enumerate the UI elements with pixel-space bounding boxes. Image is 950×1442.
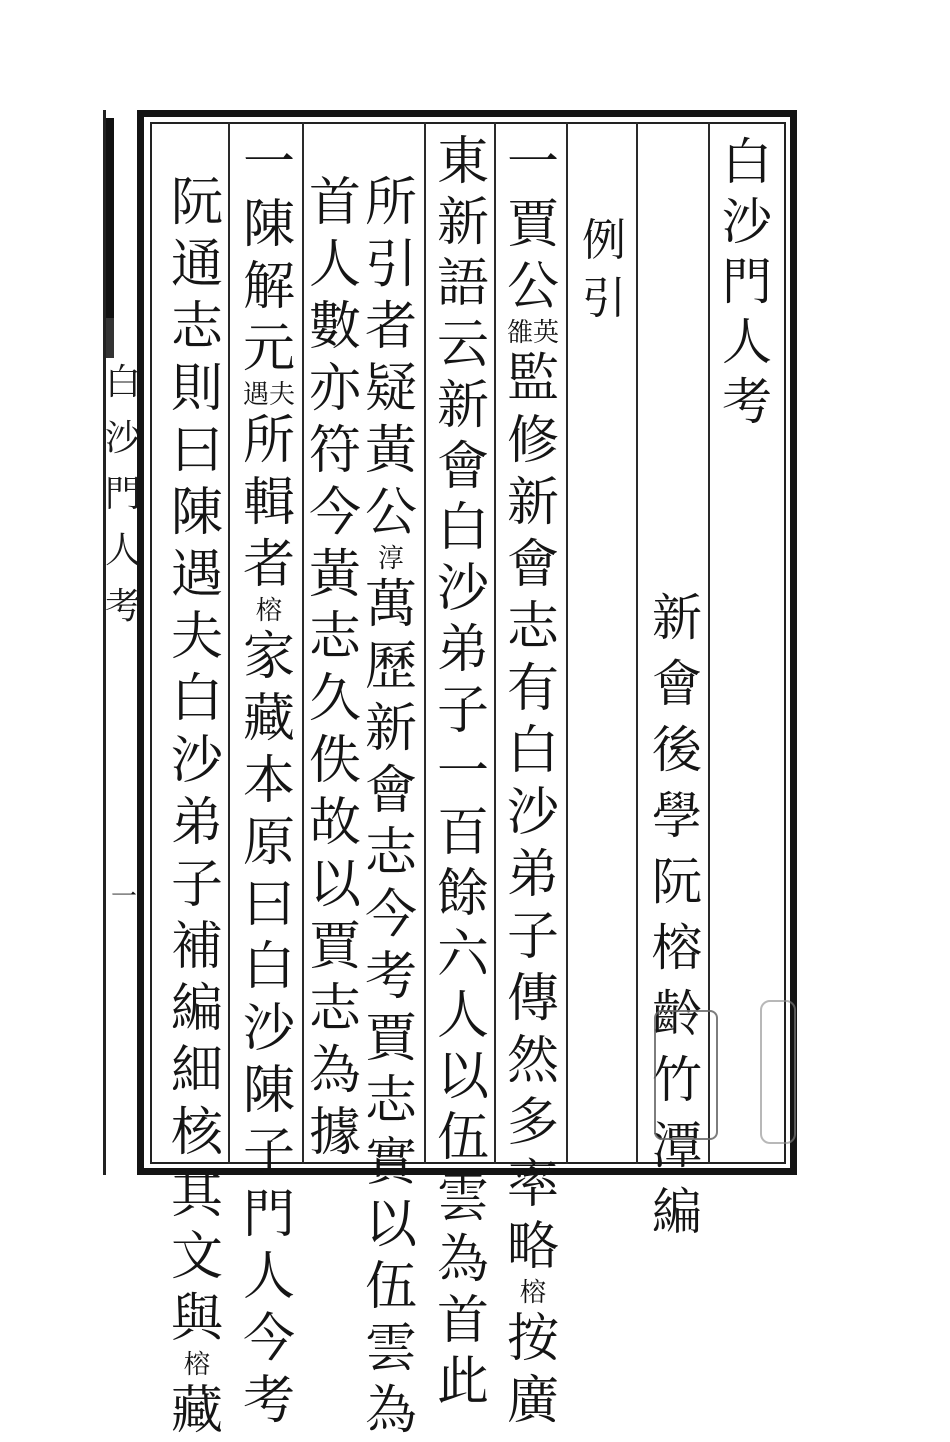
- column-text: 萬歷新會志今考賈志實以伍雲為: [364, 575, 417, 1441]
- column-text: 首人數亦符今黃志久佚故以賈志為據: [308, 173, 361, 1163]
- column-text: 阮通志則曰陳遇夫白沙弟子補編細核其文與: [170, 173, 223, 1349]
- column-text: 家藏本原曰白沙陳子門人今考: [242, 627, 295, 1431]
- column-text: 藏: [170, 1381, 223, 1441]
- interlinear-note: 榕: [519, 1278, 546, 1308]
- text-column-5: [240, 132, 298, 1432]
- fold-title: 白沙門人考: [104, 362, 141, 627]
- interlinear-note: 遇夫: [242, 380, 295, 410]
- seal-impression: [760, 1000, 796, 1144]
- fold-bar-lower: [106, 318, 114, 358]
- column-text: 一賈公: [506, 133, 559, 317]
- interlinear-note: 榕: [255, 596, 282, 626]
- book-title: 白沙門人考: [722, 133, 772, 431]
- interlinear-note: 淳: [377, 544, 404, 574]
- interlinear-note: 雒英: [506, 318, 559, 348]
- column-rule: [494, 122, 496, 1164]
- column-text: 東新語云新會白沙弟子一百餘六人以伍雲為首此: [436, 132, 489, 1412]
- collector-seal: [654, 1010, 718, 1140]
- column-rule: [302, 122, 304, 1164]
- column-text: 按廣: [506, 1309, 559, 1431]
- column-text: 一陳解元: [242, 133, 295, 379]
- column-rule: [636, 122, 638, 1164]
- column-text: 所引者疑黃公: [364, 173, 417, 543]
- fold-page-number: 一: [110, 882, 137, 912]
- column-text: 所輯者: [242, 411, 295, 595]
- column-rule: [566, 122, 568, 1164]
- text-column-6: [168, 172, 226, 1442]
- text-column-2: [434, 132, 492, 1413]
- column-rule: [228, 122, 230, 1164]
- column-rule: [708, 122, 710, 1164]
- text-column-4: [306, 172, 364, 1164]
- fold-bar: [106, 118, 114, 318]
- section-heading: 例引: [582, 215, 626, 324]
- text-column-3: [362, 172, 420, 1442]
- author-line: 新會後學阮榕齡竹潭編: [652, 589, 702, 1241]
- column-rule: [424, 122, 426, 1164]
- text-column-1: [504, 132, 562, 1432]
- column-text: 監修新會志有白沙弟子傳然多率略: [506, 349, 559, 1277]
- interlinear-note: 榕: [183, 1350, 210, 1380]
